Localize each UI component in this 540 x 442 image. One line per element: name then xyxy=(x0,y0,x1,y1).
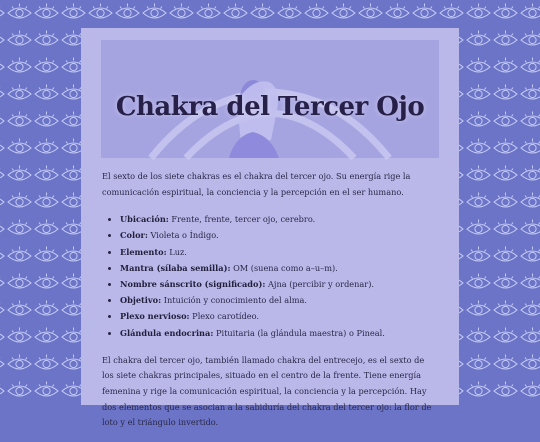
hero-banner xyxy=(101,40,439,158)
fact-label: Mantra (sílaba semilla): xyxy=(120,262,231,273)
list-item xyxy=(120,325,438,341)
list-item xyxy=(120,308,438,324)
list-item xyxy=(120,260,438,276)
list-item xyxy=(120,276,438,292)
fact-value: OM (suena como a–u–m). xyxy=(230,262,338,273)
list-item xyxy=(120,244,438,260)
fact-label: Ubicación: xyxy=(120,214,169,225)
fact-label: Plexo nervioso: xyxy=(120,311,190,322)
facts-list xyxy=(102,211,438,341)
fact-label: Glándula endocrina: xyxy=(120,327,214,338)
fact-label: Elemento: xyxy=(120,246,167,257)
article-content xyxy=(102,169,438,442)
fact-label: Color: xyxy=(120,230,148,241)
fact-value: Frente, frente, tercer ojo, cerebro. xyxy=(168,214,316,225)
intro-paragraph: El sexto de los siete chakras es el chakra del tercer ojo. Su energía rige la comunicación espiritual, la conciencia y la percepción en el ser humano. xyxy=(102,171,411,197)
fact-value: Intuición y conocimiento del alma. xyxy=(161,295,307,306)
fact-label: Objetivo: xyxy=(120,295,162,306)
body-paragraph: El chakra del tercer ojo, también llamado chakra del entrecejo, es el sexto de los siete chakras principales, situado en el centro de la frente. Tiene energía femenina y rige la comunicación espiritual, la conciencia y la percepción. Hay dos elementos que se asocian a la sabiduría del chakra del tercer ojo: la flor de loto y el triángulo invertido. xyxy=(102,354,432,428)
fact-value: Plexo carotídeo. xyxy=(189,311,259,322)
fact-value: Ajna (percibir y ordenar). xyxy=(265,279,375,289)
article-card xyxy=(81,28,459,428)
page-title: Chakra del Tercer Ojo xyxy=(115,92,425,122)
fact-value: Pituitaria (la glándula maestra) o Pineal. xyxy=(213,327,385,338)
list-item xyxy=(120,292,438,308)
fact-value: Violeta o Índigo. xyxy=(147,230,219,241)
fact-value: Luz. xyxy=(166,246,187,257)
list-item xyxy=(120,211,438,227)
fact-label: Nombre sánscrito (significado): xyxy=(120,279,266,289)
list-item xyxy=(120,227,438,243)
